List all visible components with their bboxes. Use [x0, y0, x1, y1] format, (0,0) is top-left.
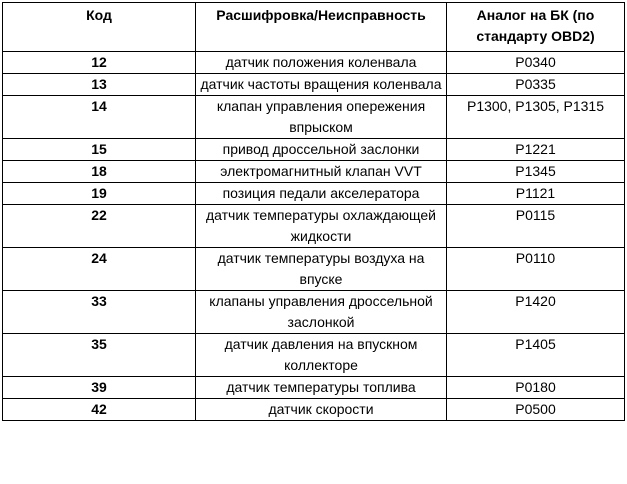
cell-code: 33: [3, 291, 196, 334]
cell-obd2: P0110: [447, 248, 625, 291]
cell-code: 35: [3, 334, 196, 377]
cell-code: 13: [3, 74, 196, 96]
cell-obd2: P1405: [447, 334, 625, 377]
cell-code: 14: [3, 96, 196, 139]
cell-description: датчик частоты вращения коленвала: [196, 74, 447, 96]
table-row: [3, 205, 625, 248]
cell-obd2: P1121: [447, 183, 625, 205]
cell-code: 42: [3, 399, 196, 421]
header-obd2: Аналог на БК (по стандарту OBD2): [447, 3, 625, 52]
cell-description: клапаны управления дроссельной заслонкой: [196, 291, 447, 334]
table-row: [3, 96, 625, 139]
table-row: [3, 139, 625, 161]
cell-obd2: P0500: [447, 399, 625, 421]
table-header-row: [3, 3, 625, 52]
cell-obd2: P1300, P1305, P1315: [447, 96, 625, 139]
table-row: [3, 248, 625, 291]
cell-description: позиция педали акселератора: [196, 183, 447, 205]
cell-code: 12: [3, 52, 196, 74]
header-description: Расшифровка/Неисправность: [196, 3, 447, 52]
cell-description: датчик давления на впускном коллекторе: [196, 334, 447, 377]
cell-code: 15: [3, 139, 196, 161]
cell-code: 19: [3, 183, 196, 205]
cell-obd2: P1345: [447, 161, 625, 183]
cell-code: 39: [3, 377, 196, 399]
table-row: [3, 377, 625, 399]
cell-obd2: P0115: [447, 205, 625, 248]
cell-code: 24: [3, 248, 196, 291]
cell-description: клапан управления опережения впрыском: [196, 96, 447, 139]
table-row: [3, 291, 625, 334]
cell-obd2: P0335: [447, 74, 625, 96]
table-row: [3, 399, 625, 421]
cell-description: датчик температуры топлива: [196, 377, 447, 399]
cell-obd2: P1221: [447, 139, 625, 161]
cell-description: электромагнитный клапан VVT: [196, 161, 447, 183]
cell-description: датчик положения коленвала: [196, 52, 447, 74]
cell-obd2: P0340: [447, 52, 625, 74]
table-row: [3, 161, 625, 183]
cell-description: привод дроссельной заслонки: [196, 139, 447, 161]
cell-code: 18: [3, 161, 196, 183]
cell-obd2: P0180: [447, 377, 625, 399]
table-row: [3, 74, 625, 96]
cell-description: датчик температуры охлаждающей жидкости: [196, 205, 447, 248]
fault-codes-table: [2, 2, 625, 421]
cell-code: 22: [3, 205, 196, 248]
cell-description: датчик скорости: [196, 399, 447, 421]
table-row: [3, 334, 625, 377]
header-code: Код: [3, 3, 196, 52]
cell-obd2: P1420: [447, 291, 625, 334]
table-row: [3, 183, 625, 205]
cell-description: датчик температуры воздуха на впуске: [196, 248, 447, 291]
table-row: [3, 52, 625, 74]
